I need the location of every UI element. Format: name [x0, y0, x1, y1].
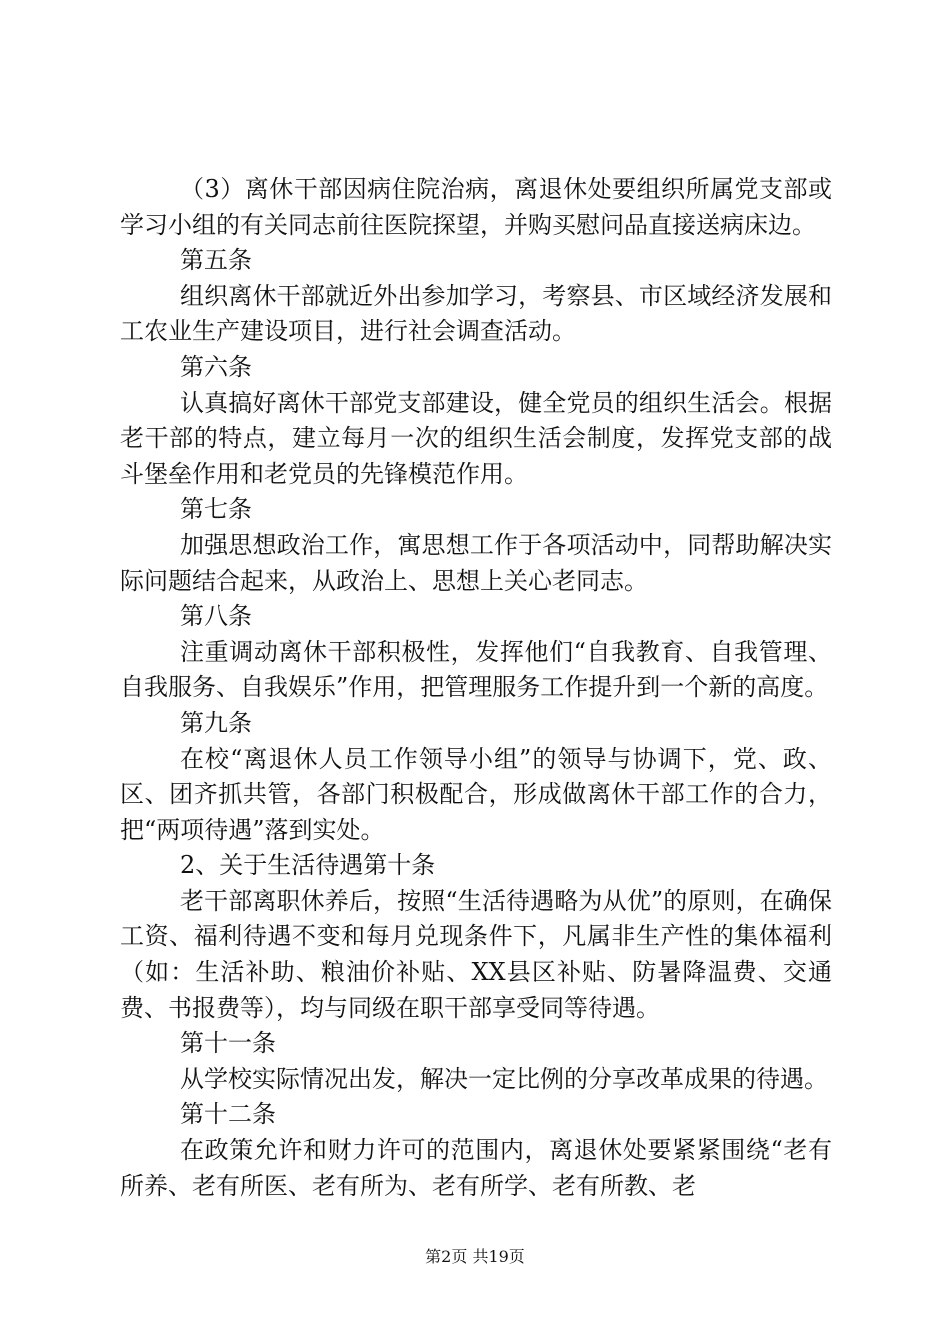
paragraph: （3）离休干部因病住院治病，离退休处要组织所属党支部或学习小组的有关同志前往医院探望，并购买慰问品直接送病床边。 — [120, 175, 832, 239]
page-number-footer: 第2页 共19页 — [425, 1247, 525, 1266]
paragraph: 在政策允许和财力许可的范围内，离退休处要紧紧围绕“老有所养、老有所医、老有所为、老有所学、老有所教、老 — [120, 1136, 832, 1200]
document-body — [120, 172, 832, 1204]
paragraph: 认真搞好离休干部党支部建设，健全党员的组织生活会。根据老干部的特点，建立每月一次的组织生活会制度，发挥党支部的战斗堡垒作用和老党员的先锋模范作用。 — [120, 388, 832, 488]
article-heading: 第八条 — [180, 602, 252, 631]
article-heading: 第十一条 — [180, 1029, 276, 1058]
paragraph: 老干部离职休养后，按照“生活待遇略为从优”的原则，在确保工资、福利待遇不变和每月兑现条件下，凡属非生产性的集体福利（如：生活补助、粮油价补贴、XX县区补贴、防暑降温费、交通费、书报费等），均与同级在职干部享受同等待遇。 — [120, 886, 832, 1022]
article-heading: 第六条 — [180, 352, 252, 381]
paragraph: 在校“离退休人员工作领导小组”的领导与协调下，党、政、区、团齐抓共管，各部门积极配合，形成做离休干部工作的合力，把“两项待遇”落到实处。 — [120, 744, 832, 844]
paragraph: 注重调动离休干部积极性，发挥他们“自我教育、自我管理、自我服务、自我娱乐”作用，把管理服务工作提升到一个新的高度。 — [120, 637, 832, 702]
paragraph: 加强思想政治工作，寓思想工作于各项活动中，同帮助解决实际问题结合起来，从政治上、思想上关心老同志。 — [120, 530, 832, 595]
article-heading: 第九条 — [180, 708, 252, 737]
section-heading: 2、关于生活待遇第十条 — [180, 851, 436, 880]
article-heading: 第五条 — [180, 246, 252, 275]
article-heading: 第十二条 — [180, 1100, 276, 1129]
paragraph: 从学校实际情况出发，解决一定比例的分享改革成果的待遇。 — [180, 1064, 828, 1093]
article-heading: 第七条 — [180, 495, 252, 524]
paragraph: 组织离休干部就近外出参加学习，考察县、市区域经济发展和工农业生产建设项目，进行社会调查活动。 — [120, 281, 832, 346]
